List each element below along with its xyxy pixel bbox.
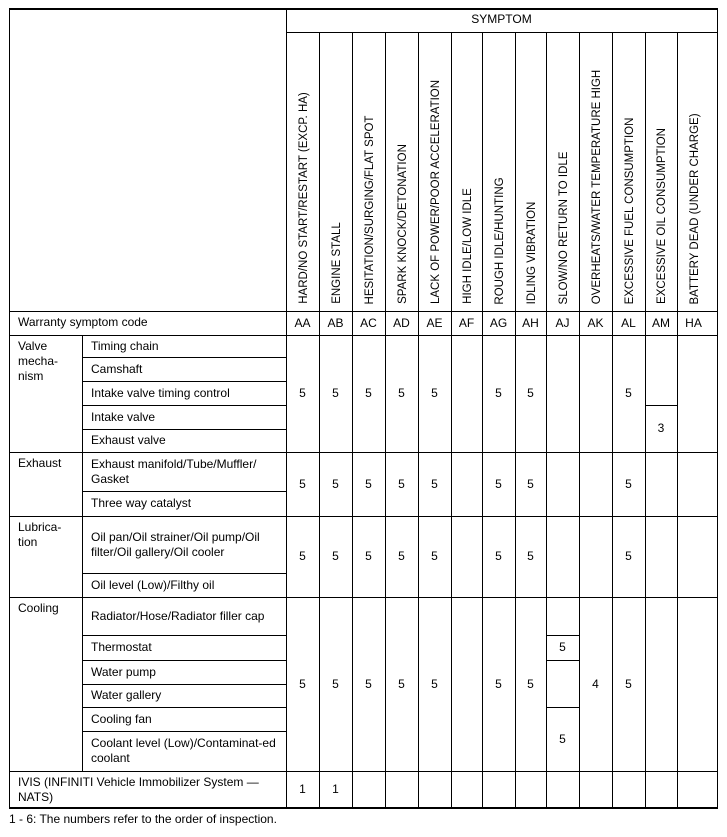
table-cell-value: 5 bbox=[365, 549, 372, 563]
table-cell-value: 5 bbox=[398, 386, 405, 400]
item-label: Timing chain bbox=[91, 339, 159, 353]
table-cell-value: 5 bbox=[527, 549, 534, 563]
cell-split-rule bbox=[546, 635, 579, 636]
table-cell-value: 5 bbox=[431, 677, 438, 691]
column-header: IDLING VIBRATION bbox=[525, 201, 538, 304]
table-cell-value: 5 bbox=[332, 477, 339, 491]
symptom-code: AJ bbox=[555, 316, 570, 330]
item-rule bbox=[82, 452, 83, 516]
table-cell-value: 5 bbox=[559, 640, 566, 654]
table-cell-value: 5 bbox=[431, 386, 438, 400]
table-cell-value: 5 bbox=[398, 477, 405, 491]
item-row-rule bbox=[82, 684, 286, 685]
group-name: Exhaust bbox=[18, 456, 62, 470]
table-cell-value: 4 bbox=[592, 677, 599, 691]
table-cell-value: 5 bbox=[495, 549, 502, 563]
item-label: Radiator/Hose/Radiator filler cap bbox=[91, 609, 265, 623]
item-label: Thermostat bbox=[91, 640, 152, 654]
item-label: Oil pan/Oil strainer/Oil pump/Oil filter/Oil gallery/Oil cooler bbox=[91, 530, 260, 559]
cell-split-rule bbox=[546, 660, 579, 661]
item-row-rule bbox=[82, 573, 286, 574]
item-label: Intake valve timing control bbox=[91, 386, 230, 400]
table-cell-value: 5 bbox=[559, 732, 566, 746]
table-cell-value: 5 bbox=[365, 477, 372, 491]
item-row-rule bbox=[82, 405, 286, 406]
group-name: Cooling bbox=[18, 601, 59, 615]
table-cell-value: 5 bbox=[365, 386, 372, 400]
column-header: LACK OF POWER/POOR ACCELERATION bbox=[429, 79, 442, 305]
symptom-code: AB bbox=[327, 316, 344, 330]
column-header: EXCESSIVE FUEL CONSUMPTION bbox=[623, 117, 636, 304]
group-rule bbox=[9, 771, 718, 772]
group-name: Valve mecha- nism bbox=[18, 339, 59, 383]
item-label: Oil level (Low)/Filthy oil bbox=[91, 578, 215, 592]
symptom-code: AL bbox=[621, 316, 636, 330]
column-header: OVERHEATS/WATER TEMPERATURE HIGH bbox=[590, 69, 603, 304]
column-header: ENGINE STALL bbox=[330, 222, 343, 304]
symptom-code: AK bbox=[587, 316, 604, 330]
table-cell-value: 5 bbox=[398, 677, 405, 691]
table-cell-value: 5 bbox=[527, 477, 534, 491]
column-header: SLOW/NO RETURN TO IDLE bbox=[557, 151, 570, 304]
table-cell-value: 5 bbox=[398, 549, 405, 563]
item-label: Water gallery bbox=[91, 688, 162, 702]
table-cell-value: 5 bbox=[332, 386, 339, 400]
table-top-rule bbox=[9, 8, 718, 10]
item-row-rule bbox=[82, 635, 286, 636]
table-cell-value: 5 bbox=[299, 477, 306, 491]
symptom-header-rule bbox=[286, 32, 717, 33]
symptom-code: AF bbox=[458, 316, 475, 330]
column-header: ROUGH IDLE/HUNTING bbox=[493, 176, 506, 305]
table-cell-value: 5 bbox=[495, 677, 502, 691]
column-header: BATTERY DEAD (UNDER CHARGE) bbox=[688, 112, 701, 305]
column-rule bbox=[677, 32, 678, 808]
table-cell-value: 1 bbox=[299, 782, 306, 796]
table-cell-value: 5 bbox=[332, 549, 339, 563]
symptom-code: AA bbox=[294, 316, 311, 330]
symptom-code: HA bbox=[685, 316, 702, 330]
table-cell-value: 5 bbox=[299, 549, 306, 563]
item-row-rule bbox=[82, 491, 286, 492]
symptom-code: AG bbox=[489, 316, 508, 330]
item-row-rule bbox=[82, 357, 286, 358]
column-rule bbox=[451, 32, 452, 808]
item-label: Cooling fan bbox=[91, 712, 152, 726]
table-left-rule bbox=[9, 8, 10, 808]
item-label: Intake valve bbox=[91, 410, 156, 424]
table-cell-value: 5 bbox=[625, 549, 632, 563]
column-header: HESITATION/SURGING/FLAT SPOT bbox=[363, 115, 376, 304]
table-cell-value: 5 bbox=[527, 386, 534, 400]
item-label: Three way catalyst bbox=[91, 496, 192, 510]
table-cell-value: 5 bbox=[431, 477, 438, 491]
column-header: HARD/NO START/RESTART (EXCP. HA) bbox=[297, 92, 310, 304]
item-row-rule bbox=[82, 707, 286, 708]
symptom-code: AE bbox=[426, 316, 443, 330]
table-cell-value: 5 bbox=[625, 677, 632, 691]
item-label: Exhaust valve bbox=[91, 433, 166, 447]
item-row-rule bbox=[82, 429, 286, 430]
column-rule bbox=[645, 32, 646, 808]
item-label: Camshaft bbox=[91, 362, 143, 376]
item-rule bbox=[82, 516, 83, 597]
group-rule bbox=[9, 597, 718, 598]
item-row-rule bbox=[82, 660, 286, 661]
column-header: HIGH IDLE/LOW IDLE bbox=[461, 188, 474, 304]
column-header: EXCESSIVE OIL CONSUMPTION bbox=[656, 128, 668, 304]
symptom-code: AC bbox=[360, 316, 377, 330]
table-cell-value: 3 bbox=[657, 421, 665, 435]
footnote: 1 - 6: The numbers refer to the order of inspection. bbox=[9, 812, 277, 826]
table-cell-value: 5 bbox=[299, 677, 306, 691]
cell-split-rule bbox=[546, 707, 579, 708]
item-label: Exhaust manifold/Tube/Muffler/ Gasket bbox=[91, 457, 257, 486]
item-rule bbox=[82, 335, 83, 452]
item-label: Coolant level (Low)/Contaminat-ed coolant bbox=[91, 736, 276, 765]
item-label: Water pump bbox=[91, 665, 156, 679]
column-header: SPARK KNOCK/DETONATION bbox=[396, 144, 409, 304]
table-cell-value: 5 bbox=[625, 477, 632, 491]
table-cell-value: 5 bbox=[431, 549, 438, 563]
warranty-label: Warranty symptom code bbox=[18, 315, 148, 329]
symptom-code: AD bbox=[393, 316, 410, 330]
symptom-table bbox=[9, 8, 718, 808]
item-row-rule bbox=[82, 731, 286, 732]
table-cell-value: 5 bbox=[527, 677, 534, 691]
symptom-code: AH bbox=[522, 316, 539, 330]
group-rule bbox=[9, 516, 718, 517]
symptom-code: AM bbox=[652, 316, 670, 330]
table-cell-value: 5 bbox=[299, 386, 306, 400]
item-row-rule bbox=[82, 381, 286, 382]
symptom-header: SYMPTOM bbox=[471, 12, 532, 26]
group-rule bbox=[9, 452, 718, 453]
column-rule bbox=[546, 32, 547, 808]
cell-split-rule bbox=[645, 405, 677, 406]
table-right-rule bbox=[717, 8, 718, 808]
group-name: Lubrica- tion bbox=[18, 520, 62, 549]
group-name: IVIS (INFINITI Vehicle Immobilizer System — NATS) bbox=[18, 775, 259, 804]
table-cell-value: 5 bbox=[495, 477, 502, 491]
table-cell-value: 5 bbox=[332, 677, 339, 691]
table-cell-value: 5 bbox=[495, 386, 502, 400]
table-cell-value: 5 bbox=[365, 677, 372, 691]
table-cell-value: 1 bbox=[332, 782, 339, 796]
table-cell-value: 5 bbox=[625, 386, 632, 400]
